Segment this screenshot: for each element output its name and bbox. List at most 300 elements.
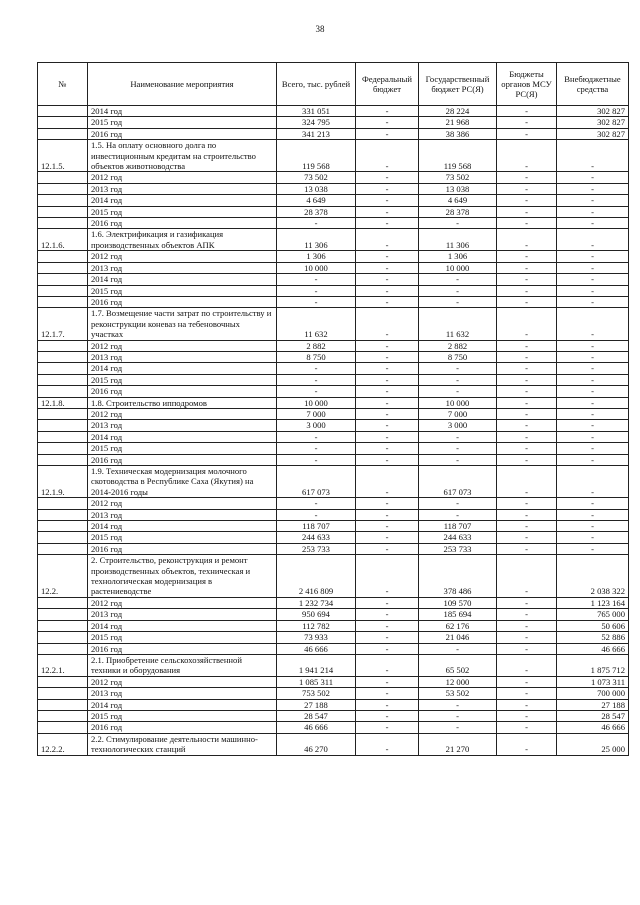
cell-state: - (419, 274, 497, 285)
cell-total: 2 882 (277, 340, 356, 351)
cell-federal: - (356, 688, 419, 699)
cell-num (38, 722, 88, 733)
cell-num (38, 172, 88, 183)
cell-name: 2012 год (88, 408, 277, 419)
cell-total: - (277, 285, 356, 296)
cell-extra: - (557, 397, 629, 408)
table-row (38, 274, 629, 285)
cell-municipal: - (497, 308, 557, 340)
cell-num: 12.1.6. (38, 229, 88, 251)
cell-municipal: - (497, 509, 557, 520)
cell-total: 1 232 734 (277, 597, 356, 608)
cell-federal: - (356, 710, 419, 721)
cell-federal: - (356, 420, 419, 431)
cell-state: 53 502 (419, 688, 497, 699)
cell-total: - (277, 374, 356, 385)
cell-num (38, 676, 88, 687)
cell-municipal: - (497, 609, 557, 620)
cell-extra: - (557, 229, 629, 251)
cell-municipal: - (497, 183, 557, 194)
cell-federal: - (356, 532, 419, 543)
cell-num: 12.2.1. (38, 654, 88, 676)
cell-name: 2012 год (88, 251, 277, 262)
budget-table (37, 62, 629, 756)
cell-state: 10 000 (419, 397, 497, 408)
cell-num (38, 632, 88, 643)
cell-extra: 52 886 (557, 632, 629, 643)
cell-municipal: - (497, 620, 557, 631)
cell-name: 2013 год (88, 509, 277, 520)
cell-extra: - (557, 206, 629, 217)
cell-num (38, 274, 88, 285)
cell-extra: - (557, 521, 629, 532)
table-row (38, 251, 629, 262)
table-row (38, 443, 629, 454)
table-row (38, 397, 629, 408)
cell-federal: - (356, 106, 419, 117)
cell-municipal: - (497, 117, 557, 128)
cell-num (38, 363, 88, 374)
cell-total: 28 547 (277, 710, 356, 721)
cell-num (38, 532, 88, 543)
cell-federal: - (356, 363, 419, 374)
cell-total: - (277, 274, 356, 285)
table-row (38, 128, 629, 139)
table-row (38, 386, 629, 397)
cell-extra: - (557, 218, 629, 229)
cell-federal: - (356, 597, 419, 608)
cell-extra: - (557, 431, 629, 442)
cell-municipal: - (497, 195, 557, 206)
table-row (38, 722, 629, 733)
cell-num (38, 340, 88, 351)
table-row (38, 206, 629, 217)
cell-federal: - (356, 274, 419, 285)
cell-extra: - (557, 408, 629, 419)
page-number: 38 (315, 24, 325, 34)
cell-state: 244 633 (419, 532, 497, 543)
cell-municipal: - (497, 676, 557, 687)
cell-federal: - (356, 609, 419, 620)
cell-name: 2012 год (88, 597, 277, 608)
cell-state: 617 073 (419, 466, 497, 498)
cell-federal: - (356, 351, 419, 362)
cell-municipal: - (497, 597, 557, 608)
cell-total: 11 632 (277, 308, 356, 340)
cell-total: 1 941 214 (277, 654, 356, 676)
table-row (38, 218, 629, 229)
cell-federal: - (356, 195, 419, 206)
cell-municipal: - (497, 363, 557, 374)
cell-state: 28 378 (419, 206, 497, 217)
cell-federal: - (356, 172, 419, 183)
cell-federal: - (356, 183, 419, 194)
cell-extra: 25 000 (557, 733, 629, 755)
cell-state: - (419, 296, 497, 307)
cell-municipal: - (497, 397, 557, 408)
cell-num (38, 710, 88, 721)
cell-num (38, 443, 88, 454)
cell-federal: - (356, 218, 419, 229)
cell-state: 118 707 (419, 521, 497, 532)
cell-state: - (419, 643, 497, 654)
cell-state: 185 694 (419, 609, 497, 620)
cell-num (38, 699, 88, 710)
table-row (38, 532, 629, 543)
cell-municipal: - (497, 420, 557, 431)
table-row (38, 296, 629, 307)
table-row (38, 262, 629, 273)
cell-municipal: - (497, 643, 557, 654)
table-row (38, 710, 629, 721)
header-num: № (38, 63, 88, 106)
table-row (38, 466, 629, 498)
cell-state: - (419, 363, 497, 374)
cell-federal: - (356, 676, 419, 687)
cell-municipal: - (497, 218, 557, 229)
cell-municipal: - (497, 710, 557, 721)
cell-extra: - (557, 195, 629, 206)
cell-name: 2015 год (88, 532, 277, 543)
header-federal: Федеральный бюджет (356, 63, 419, 106)
cell-total: - (277, 386, 356, 397)
cell-name: 1.6. Электрификация и газификация производственных объектов АПК (88, 229, 277, 251)
cell-total: 341 213 (277, 128, 356, 139)
cell-name: 2015 год (88, 285, 277, 296)
cell-state: 8 750 (419, 351, 497, 362)
table-row (38, 106, 629, 117)
cell-federal: - (356, 117, 419, 128)
cell-state: - (419, 218, 497, 229)
cell-federal: - (356, 285, 419, 296)
cell-name: 2013 год (88, 183, 277, 194)
cell-state: - (419, 285, 497, 296)
cell-num: 12.1.8. (38, 397, 88, 408)
cell-name: 2014 год (88, 620, 277, 631)
cell-state: 7 000 (419, 408, 497, 419)
cell-total: 4 649 (277, 195, 356, 206)
cell-num: 12.1.9. (38, 466, 88, 498)
cell-name: 2014 год (88, 195, 277, 206)
cell-num (38, 431, 88, 442)
table-row (38, 431, 629, 442)
cell-municipal: - (497, 229, 557, 251)
cell-federal: - (356, 509, 419, 520)
cell-federal: - (356, 229, 419, 251)
cell-num (38, 521, 88, 532)
table-row (38, 140, 629, 172)
table-row (38, 620, 629, 631)
cell-municipal: - (497, 251, 557, 262)
cell-total: 3 000 (277, 420, 356, 431)
cell-federal: - (356, 498, 419, 509)
cell-num (38, 218, 88, 229)
cell-total: - (277, 498, 356, 509)
cell-municipal: - (497, 632, 557, 643)
cell-municipal: - (497, 532, 557, 543)
cell-name: 2014 год (88, 431, 277, 442)
cell-state: 1 306 (419, 251, 497, 262)
cell-state: 119 568 (419, 140, 497, 172)
cell-state: 11 306 (419, 229, 497, 251)
cell-state: 4 649 (419, 195, 497, 206)
cell-state: 73 502 (419, 172, 497, 183)
cell-federal: - (356, 206, 419, 217)
cell-num (38, 498, 88, 509)
cell-total: 119 568 (277, 140, 356, 172)
cell-municipal: - (497, 340, 557, 351)
cell-name: 2014 год (88, 106, 277, 117)
cell-municipal: - (497, 543, 557, 554)
cell-num (38, 106, 88, 117)
cell-state: 253 733 (419, 543, 497, 554)
cell-total: 8 750 (277, 351, 356, 362)
cell-name: 2013 год (88, 351, 277, 362)
cell-federal: - (356, 443, 419, 454)
cell-municipal: - (497, 386, 557, 397)
table-row (38, 374, 629, 385)
cell-total: 331 051 (277, 106, 356, 117)
cell-municipal: - (497, 140, 557, 172)
cell-name: 2016 год (88, 543, 277, 554)
cell-num (38, 374, 88, 385)
cell-name: 2015 год (88, 443, 277, 454)
cell-name: 2014 год (88, 699, 277, 710)
cell-municipal: - (497, 654, 557, 676)
cell-extra: - (557, 296, 629, 307)
table-row (38, 521, 629, 532)
cell-total: 617 073 (277, 466, 356, 498)
cell-federal: - (356, 466, 419, 498)
cell-extra: 1 073 311 (557, 676, 629, 687)
cell-total: 118 707 (277, 521, 356, 532)
cell-total: 73 933 (277, 632, 356, 643)
cell-total: 11 306 (277, 229, 356, 251)
cell-name: 2016 год (88, 643, 277, 654)
cell-extra: 2 038 322 (557, 555, 629, 598)
table-row (38, 543, 629, 554)
cell-total: 46 666 (277, 643, 356, 654)
table-row (38, 195, 629, 206)
cell-name: 2014 год (88, 274, 277, 285)
cell-total: 46 666 (277, 722, 356, 733)
cell-municipal: - (497, 351, 557, 362)
cell-state: 109 570 (419, 597, 497, 608)
cell-extra: - (557, 262, 629, 273)
cell-extra: 27 188 (557, 699, 629, 710)
cell-total: 2 416 809 (277, 555, 356, 598)
cell-extra: - (557, 140, 629, 172)
table-row (38, 699, 629, 710)
cell-total: 73 502 (277, 172, 356, 183)
header-name: Наименование мероприятия (88, 63, 277, 106)
cell-total: 253 733 (277, 543, 356, 554)
cell-municipal: - (497, 688, 557, 699)
cell-extra: 302 827 (557, 106, 629, 117)
cell-federal: - (356, 654, 419, 676)
cell-extra: 765 000 (557, 609, 629, 620)
cell-federal: - (356, 374, 419, 385)
cell-num (38, 609, 88, 620)
cell-name: 2. Строительство, реконструкция и ремонт производственных объектов, техническая и технологическая модернизация в растениеводстве (88, 555, 277, 598)
header-total: Всего, тыс. рублей (277, 63, 356, 106)
cell-name: 2014 год (88, 363, 277, 374)
cell-federal: - (356, 340, 419, 351)
cell-federal: - (356, 521, 419, 532)
cell-num (38, 128, 88, 139)
cell-federal: - (356, 296, 419, 307)
cell-extra: 28 547 (557, 710, 629, 721)
cell-state: 21 046 (419, 632, 497, 643)
table-row (38, 643, 629, 654)
cell-state: 13 038 (419, 183, 497, 194)
cell-municipal: - (497, 555, 557, 598)
cell-state: 21 270 (419, 733, 497, 755)
cell-state: 21 968 (419, 117, 497, 128)
cell-num (38, 643, 88, 654)
cell-federal: - (356, 555, 419, 598)
cell-federal: - (356, 620, 419, 631)
table-row (38, 285, 629, 296)
cell-state: - (419, 509, 497, 520)
cell-total: - (277, 218, 356, 229)
cell-federal: - (356, 722, 419, 733)
cell-name: 2013 год (88, 420, 277, 431)
cell-name: 2016 год (88, 722, 277, 733)
cell-extra: - (557, 363, 629, 374)
cell-municipal: - (497, 408, 557, 419)
cell-name: 2.1. Приобретение сельскохозяйственной техники и оборудования (88, 654, 277, 676)
table-row (38, 555, 629, 598)
cell-name: 2016 год (88, 128, 277, 139)
cell-total: - (277, 443, 356, 454)
cell-state: - (419, 710, 497, 721)
cell-state: 2 882 (419, 340, 497, 351)
cell-total: 324 795 (277, 117, 356, 128)
cell-municipal: - (497, 733, 557, 755)
table-row (38, 229, 629, 251)
cell-total: - (277, 431, 356, 442)
cell-state: 28 224 (419, 106, 497, 117)
cell-extra: 1 875 712 (557, 654, 629, 676)
cell-federal: - (356, 699, 419, 710)
cell-municipal: - (497, 498, 557, 509)
header-municipal: Бюджеты органов МСУ РС(Я) (497, 63, 557, 106)
cell-state: - (419, 454, 497, 465)
cell-extra: 46 666 (557, 643, 629, 654)
cell-municipal: - (497, 521, 557, 532)
cell-num (38, 597, 88, 608)
cell-federal: - (356, 408, 419, 419)
cell-name: 2016 год (88, 296, 277, 307)
table-row (38, 733, 629, 755)
cell-extra: - (557, 251, 629, 262)
table-row (38, 117, 629, 128)
cell-total: 950 694 (277, 609, 356, 620)
cell-num (38, 117, 88, 128)
table-row (38, 654, 629, 676)
cell-extra: - (557, 509, 629, 520)
cell-extra: 46 666 (557, 722, 629, 733)
cell-state: 10 000 (419, 262, 497, 273)
table-row (38, 509, 629, 520)
cell-total: - (277, 363, 356, 374)
cell-name: 1.5. На оплату основного долга по инвестиционным кредитам на строительство объектов животноводства (88, 140, 277, 172)
cell-name: 2014 год (88, 521, 277, 532)
cell-federal: - (356, 632, 419, 643)
cell-extra: - (557, 386, 629, 397)
cell-num (38, 183, 88, 194)
table-row (38, 340, 629, 351)
cell-municipal: - (497, 206, 557, 217)
cell-extra: - (557, 454, 629, 465)
cell-state: 378 486 (419, 555, 497, 598)
cell-name: 2013 год (88, 262, 277, 273)
cell-state: - (419, 722, 497, 733)
cell-total: 10 000 (277, 262, 356, 273)
cell-num: 12.1.7. (38, 308, 88, 340)
cell-num (38, 285, 88, 296)
cell-federal: - (356, 431, 419, 442)
cell-num (38, 351, 88, 362)
cell-total: 46 270 (277, 733, 356, 755)
cell-municipal: - (497, 128, 557, 139)
cell-num (38, 296, 88, 307)
cell-name: 2015 год (88, 710, 277, 721)
cell-state: 65 502 (419, 654, 497, 676)
cell-name: 2015 год (88, 374, 277, 385)
cell-state: - (419, 374, 497, 385)
table-row (38, 363, 629, 374)
cell-name: 2012 год (88, 676, 277, 687)
cell-federal: - (356, 386, 419, 397)
table-row (38, 351, 629, 362)
header-extra: Внебюджетные средства (557, 63, 629, 106)
cell-municipal: - (497, 454, 557, 465)
cell-total: 7 000 (277, 408, 356, 419)
cell-federal: - (356, 251, 419, 262)
cell-state: 38 386 (419, 128, 497, 139)
cell-municipal: - (497, 106, 557, 117)
cell-num (38, 206, 88, 217)
cell-num (38, 420, 88, 431)
table-row (38, 609, 629, 620)
cell-extra: - (557, 172, 629, 183)
cell-num: 12.2.2. (38, 733, 88, 755)
cell-state: 11 632 (419, 308, 497, 340)
cell-extra: - (557, 498, 629, 509)
cell-extra: 700 000 (557, 688, 629, 699)
cell-federal: - (356, 543, 419, 554)
cell-total: 28 378 (277, 206, 356, 217)
cell-total: 753 502 (277, 688, 356, 699)
cell-name: 1.9. Техническая модернизация молочного скотоводства в Республике Саха (Якутия) на 2014-2016 годы (88, 466, 277, 498)
cell-extra: - (557, 532, 629, 543)
cell-name: 2013 год (88, 609, 277, 620)
cell-federal: - (356, 308, 419, 340)
table-header-row (38, 63, 629, 106)
cell-extra: 50 606 (557, 620, 629, 631)
cell-total: - (277, 509, 356, 520)
cell-municipal: - (497, 262, 557, 273)
cell-municipal: - (497, 722, 557, 733)
cell-extra: - (557, 443, 629, 454)
cell-extra: - (557, 543, 629, 554)
cell-extra: - (557, 274, 629, 285)
cell-total: 1 306 (277, 251, 356, 262)
table-row (38, 498, 629, 509)
cell-extra: 302 827 (557, 128, 629, 139)
